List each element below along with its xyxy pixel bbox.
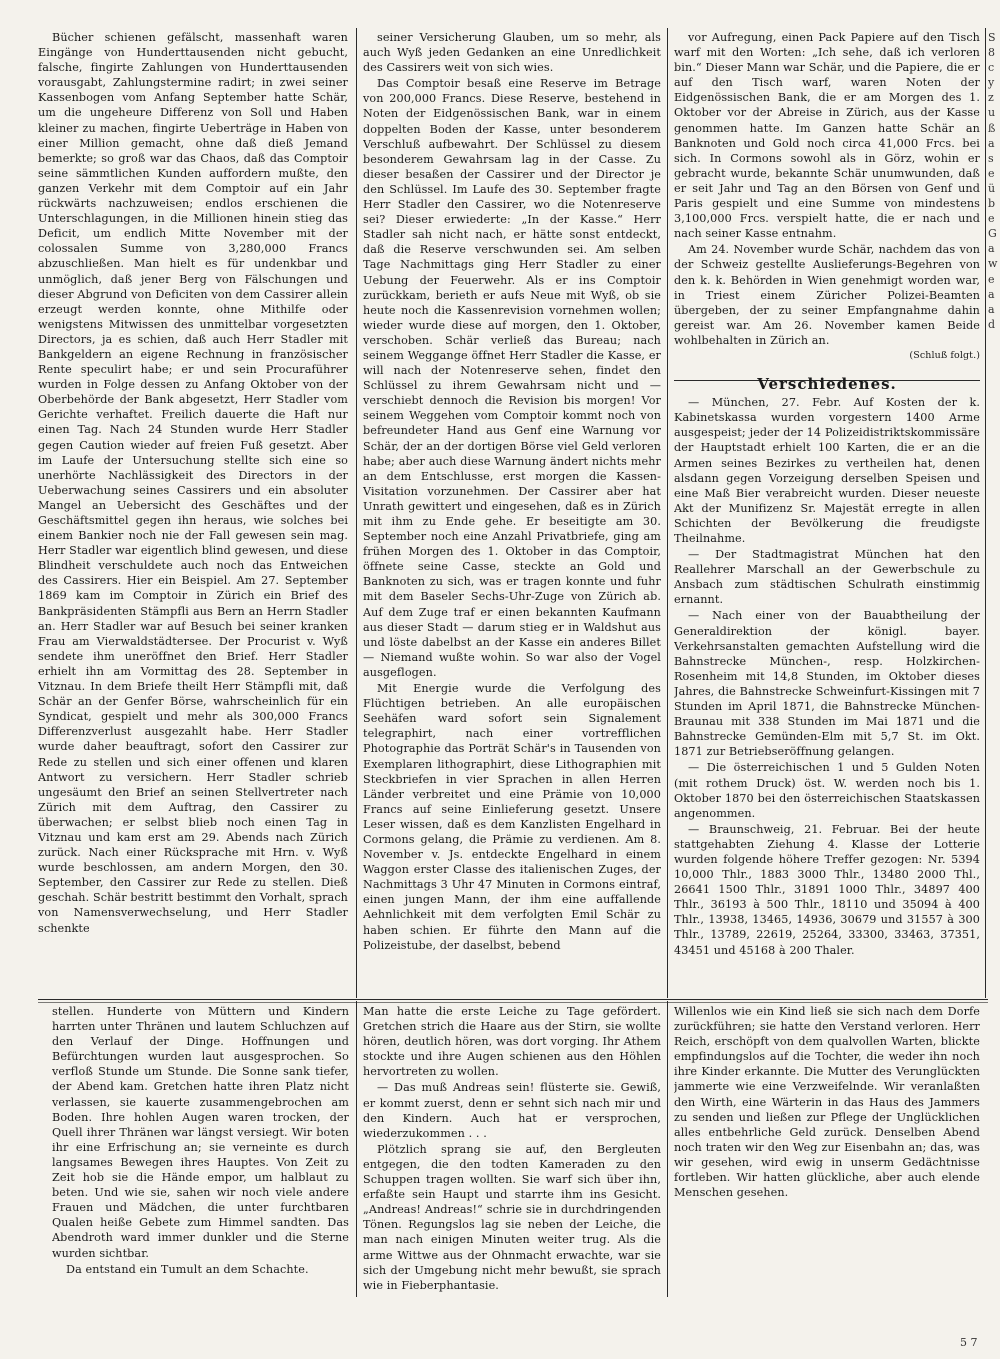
column-rule-right-bottom [667, 1001, 668, 1297]
feuilleton-paragraph: Da entstand ein Tumult an dem Schachte. [66, 1262, 309, 1276]
section-divider-second [38, 1002, 988, 1003]
edge-glyph: s [988, 151, 994, 165]
column-rule-left-bottom [356, 1001, 357, 1297]
column-rule-right-top [667, 28, 668, 998]
edge-glyph: e [988, 166, 995, 180]
edge-glyph: 8 [988, 46, 995, 60]
feuilleton-paragraph: Willenlos wie ein Kind ließ sie sich nach dem Dorfe zurückführen; sie hatte den Verstand verloren. Herr Reich, erschöpft von dem qualvollen Warten, blickte empfindungslos auf die Tochter, die weder ihn noch ihre Kinder erkannte. Die Mutter des Verunglückten jammerte wie eine Verzweifelnde. Wir veranlaßten den Wirth, eine Wärterin in das Haus des Jammers zu senden und ließen zur Pflege der Unglücklichen alles entbehrliche Geld zurück. Denselben Abend noch traten wir den Weg zur Eisenbahn an; das, was wir gesehen, wird ewig in unserm Gedächtnisse fortleben. Wir hatten glückliche, aber auch elende Menschen gesehen. [674, 1005, 980, 1200]
edge-glyph: y [988, 76, 995, 90]
feuilleton-paragraph: — Das muß Andreas sein! flüsterte sie. Gewiß, er kommt zuerst, denn er sehnt sich nach mir und den Kindern. Auch hat er versprochen, wiederzukommen . . . [363, 1081, 661, 1140]
edge-glyph: a [988, 242, 995, 256]
continuation-note: (Schluß folgt.) [909, 349, 980, 361]
edge-glyph: w [988, 257, 998, 271]
edge-glyph: e [988, 212, 995, 226]
cropped-edge-text [988, 30, 1000, 332]
page-edge-rule [985, 28, 986, 998]
edge-glyph: G [988, 227, 997, 241]
edge-glyph: ü [988, 181, 996, 195]
news-item: — Der Stadtmagistrat München hat den Reallehrer Marschall an der Gewerbschule zu Ansbach zum städtischen Schulrath einstimmig ernannt. [674, 548, 980, 607]
column-2-bottom [363, 1004, 661, 1296]
column-3-top [674, 30, 980, 996]
article-paragraph: Am 24. November wurde Schär, nachdem das von der Schweiz gestellte Auslieferungs-Begehren von den k. k. Behörden in Wien genehmigt worden war, in Triest einem Züricher Polizei-Beamten übergeben, der zu seiner Empfangnahme dahin gereist war. Am 26. November kamen Beide wohlbehalten in Zürich an. [674, 243, 980, 347]
article-paragraph: Mit Energie wurde die Verfolgung des Flüchtigen betrieben. An alle europäischen Seehäfen ward sofort sein Signalement telegraphirt, nach einer vortrefflichen Photographie das Porträt Schär's in Tausenden von Exemplaren lithographirt, diese Lithographien mit Steckbriefen in vier Sprachen in allen Herren Länder verbreitet und eine Prämie von 10,000 Francs auf seine Einlieferung gesetzt. Unsere Leser wissen, daß es dem Kanzlisten Engelhard in Cormons gelang, die Prämie zu verdienen. Am 8. November v. Js. entdeckte Engelhard in einem Waggon erster Classe des italienischen Zuges, der Nachmittags 3 Uhr 47 Minuten in Cormons eintraf, einen jungen Mann, der ihm eine auffallende Aehnlichkeit mit dem verfolgten Emil Schär zu haben schien. Er führte den Mann auf die Polizeistube, der daselbst, bebend [363, 682, 661, 952]
article-paragraph: Das Comptoir besaß eine Reserve im Betrage von 200,000 Francs. Diese Reserve, bestehend in Noten der Eidgenössischen Bank, war in einem doppelten Boden der Kasse, unter besonderem Verschluß aufbewahrt. Der Schlüssel zu diesem besonderem Gewahrsam lag in der Casse. Zu dieser besaßen der Cassirer und der Director je den Schlüssel. Im Laufe des 30. September fragte Herr Stadler den Cassirer, wo die Notenreserve sei? Dieser erwiederte: „In der Kasse.“ Herr Stadler sah nicht nach, er hätte sonst entdeckt, daß die Reserve verschwunden sei. Am selben Tage Nachmittags ging Herr Stadler zu einer Uebung der Feuerwehr. Als er ins Comptoir zurückkam, berieth er aufs Neue mit Wyß, ob sie heute noch die Kassenrevision vornehmen wollen; wieder wurde diese auf morgen, den 1. Oktober, verschoben. Schär verließ das Bureau; nach seinem Weggange öffnet Herr Stadler die Kasse, er will nach der Notenreserve sehen, findet den Schlüssel zu ihrem Gewahrsam nicht und — verschiebt dennoch die Revision bis morgen! Vor seinem Weggehen vom Comptoir kommt noch von befreundeter Hand aus Genf eine Warnung vor Schär, der an der dortigen Börse viel Geld verloren habe; aber auch diese Warnung ändert nichts mehr an dem Entschlusse, erst morgen die Kassen-Visitation vorzunehmen. Der Cassirer aber hat Unrath gewittert und eingesehen, daß es in Zürich mit ihm zu Ende gehe. Er beseitigte am 30. September noch eine Anzahl Privatbriefe, ging am frühen Morgen des 1. Oktober in das Comptoir, öffnete seine Casse, steckte an Gold und Banknoten zu sich, was er tragen konnte und fuhr mit dem Baseler Sechs-Uhr-Zuge von Zürich ab. Auf dem Zuge traf er einen bekannten Kaufmann aus dieser Stadt — darum stieg er in Waldshut aus und löste dabelbst an der Kasse ein anderes Billet — Niemand wußte wohin. So war also der Vogel ausgeflogen. [363, 77, 661, 679]
edge-glyph: a [988, 302, 995, 316]
feuilleton-paragraph: stellen. Hunderte von Müttern und Kindern harrten unter Thränen und lautem Schluchzen auf den Verlauf der Dinge. Hoffnungen und Befürchtungen wurden laut ausgesprochen. So verfloß Stunde um Stunde. Die Sonne sank tiefer, der Abend kam. Gretchen hatte ihren Platz nicht verlassen, sie kauerte zusammengebrochen am Boden. Ihre hohlen Augen waren trocken, der Quell ihrer Thränen war längst versiegt. Wir boten ihr eine Erfrischung an; sie verneinte es durch langsames Bewegen ihres Hauptes. Von Zeit zu Zeit hob sie die Hände empor, um halblaut zu beten. Und wie sie, sahen wir noch viele andere Frauen und Mädchen, die unter furchtbaren Qualen heiße Gebete zum Himmel sandten. Das Abendroth ward immer dunkler und die Sterne wurden sichtbar. [52, 1005, 349, 1260]
edge-glyph: a [988, 287, 995, 301]
column-1-bottom [52, 1004, 349, 1296]
corner-mark: 5 7 [960, 1336, 978, 1349]
feuilleton-paragraph: Man hatte die erste Leiche zu Tage gefördert. Gretchen strich die Haare aus der Stirn, sie wollte hören, deutlich hören, was dort vorging. Ihr Athem stockte und ihre Augen schienen aus den Höhlen hervortreten zu wollen. [363, 1005, 661, 1079]
article-paragraph: seiner Versicherung Glauben, um so mehr, als auch Wyß jeden Gedanken an eine Unredlichkeit des Cassirers weit von sich wies. [363, 31, 661, 75]
edge-glyph: b [988, 197, 996, 211]
column-2-top [363, 30, 661, 996]
section-heading: Verschiedenes. [757, 375, 897, 394]
edge-glyph: z [988, 91, 994, 105]
edge-glyph: c [988, 61, 995, 75]
article-paragraph: vor Aufregung, einen Pack Papiere auf den Tisch warf mit den Worten: „Ich sehe, daß ich verloren bin.“ Dieser Mann war Schär, und die Papiere, die er auf den Tisch warf, waren Noten der Eidgenössischen Bank, die er am Morgen des 1. Oktober vor der Abreise in Zürich, aus der Kasse genommen hatte. Im Ganzen hatte Schär an Banknoten und Gold noch circa 41,000 Frcs. bei sich. In Cormons sowohl als in Görz, wohin er gebracht wurde, bekannte Schär unumwunden, daß er seit Jahr und Tag an den Börsen von Genf und Paris gespielt und eine Summe von mindestens 3,100,000 Frcs. verspielt hatte, die er nach und nach seiner Kasse entnahm. [674, 31, 980, 241]
edge-glyph: a [988, 136, 995, 150]
article-paragraph: Bücher schienen gefälscht, massenhaft waren Eingänge von Hunderttausenden nicht gebucht, falsche, fingirte Zahlungen von Hunderttausenden vorausgabt, Zahlungstermine radirt; in zwei seiner Kassenbogen vom Anfang September hatte Schär, um die ungeheure Differenz von Soll und Haben kleiner zu machen, fingirte Ueberträge in Haben von einer Million gemacht, ohne daß dieß Jemand bemerkte; so groß war das Chaos, daß das Comptoir seine sämmtlichen Kunden auffordern mußte, den ganzen Verkehr mit dem Comptoir auf ein Jahr rückwärts nachzuweisen; endlos erschienen die Unterschlagungen, in die Millionen hinein stieg das Deficit, um endlich Mitte November mit der colossalen Summe von 3,280,000 Francs abzuschließen. Man hielt es für undenkbar und unmöglich, daß jener Berg von Fälschungen und dieser Abgrund von Deficiten von dem Cassirer allein erzeugt werden konnte, ohne Mithilfe oder wenigstens Mitwissen des unmittelbar vorgesetzten Directors, ja es schien, daß auch Herr Stadler mit Bankgeldern an eigene Rechnung in französischer Rente speculirt habe; er und sein Procuraführer wurden in Folge dessen zu Anfang Oktober von der Oberbehörde der Bank abgesetzt, Herr Stadler vom Gerichte verhaftet. Freilich dauerte die Haft nur einen Tag. Nach 24 Stunden wurde Herr Stadler gegen Caution wieder auf freien Fuß gesetzt. Aber im Laufe der Untersuchung stellte sich eine so unerhörte Nachlässigkeit des Directors in der Ueberwachung seines Cassirers und ein absoluter Mangel an Uebersicht des Geschäftes und der Geschäftsmittel gegen ihn heraus, wie solches bei einem Bankier noch nie der Fall gewesen sein mag. Herr Stadler war eigentlich blind gewesen, und diese Blindheit verschuldete auch noch das Entweichen des Cassirers. Hier ein Beispiel. Am 27. September 1869 kam im Comptoir in Zürich ein Brief des Bankpräsidenten Stämpfli aus Bern an Herrn Stadler an. Herr Stadler war auf Besuch bei seiner kranken Frau am Vierwaldstädtersee. Der Procurist v. Wyß sendete ihm uneröffnet den Brief. Herr Stadler erhielt ihn am Vormittag des 28. September in Vitznau. In dem Briefe theilt Herr Stämpfli mit, daß Schär an der Genfer Börse, wahrscheinlich für ein Syndicat, gespielt und mehr als 300,000 Francs Differenzverlust ausgezahlt habe. Herr Stadler wurde daher beauftragt, sofort den Cassirer zur Rede zu stellen und sich einer offenen und klaren Antwort zu versichern. Herr Stadler schrieb ungesäumt den Brief an seinen Stellvertreter nach Zürich mit dem Auftrag, den Cassirer zu überwachen; er selbst blieb noch einen Tag in Vitznau und kam erst am 29. Abends nach Zürich zurück. Nach einer Rücksprache mit Hrn. v. Wyß wurde beschlossen, am andern Morgen, den 30. September, den Cassirer zur Rede zu stellen. Dieß geschah. Schär bestritt bestimmt den Vorhalt, sprach von Namensverwechselung, und Herr Stadler schenkte [38, 31, 348, 935]
section-divider [38, 999, 988, 1000]
column-rule-left-top [356, 28, 357, 998]
edge-glyph: S [988, 31, 996, 44]
news-item: — Nach einer von der Bauabtheilung der Generaldirektion der königl. bayer. Verkehrsanstalten gemachten Aufstellung wird die Bahnstrecke München-, resp. Holzkirchen-Rosenheim mit 14,8 Stunden, im Oktober dieses Jahres, die Bahnstrecke Schweinfurt-Kissingen mit 7 Stunden im April 1871, die Bahnstrecke München-Braunau mit 338 Stunden im Mai 1871 und die Bahnstrecke Gemünden-Elm mit 5,7 St. im Okt. 1871 zur Betriebseröffnung gelangen. [674, 609, 980, 759]
news-item: — München, 27. Febr. Auf Kosten der k. Kabinetskassa wurden vorgestern 1400 Arme ausgespeist; jeder der 14 Polizeidistriktskommissäre der Hauptstadt erhielt 100 Karten, die er an die Armen seines Bezirkes zu vertheilen hat, denen alsdann gegen Vorzeigung derselben Speisen und eine Maß Bier verabreicht wurden. Dieser neueste Akt der Munifizenz Sr. Majestät erregte in allen Schichten der Bevölkerung die freudigste Theilnahme. [674, 396, 980, 545]
news-item: — Braunschweig, 21. Februar. Bei der heute stattgehabten Ziehung 4. Klasse der Lotterie wurden folgende höhere Treffer gezogen: Nr. 5394 10,000 Thlr., 1883 3000 Thlr., 13480 2000 Thl., 26641 1500 Thlr., 31891 1000 Thlr., 34897 400 Thlr., 36193 à 500 Thlr., 18110 und 35094 à 400 Thlr., 13938, 13465, 14936, 30679 und 31557 à 300 Thlr., 13789, 22619, 25264, 33300, 33463, 37351, 43451 und 45168 à 200 Thaler. [674, 822, 980, 957]
edge-glyph: u [988, 106, 996, 120]
feuilleton-paragraph: Plötzlich sprang sie auf, den Bergleuten entgegen, die den todten Kameraden zu den Schuppen tragen wollten. Sie warf sich über ihn, erfaßte sein Haupt und starrte ihm ins Gesicht. „Andreas! Andreas!“ schrie sie in durchdringenden Tönen. Regungslos lag sie neben der Leiche, die man nach einigen Minuten weiter trug. Als die arme Wittwe aus der Ohnmacht erwachte, war sie sich der Umgebung nicht mehr bewußt, sie sprach wie in Fieberphantasie. [363, 1142, 661, 1292]
edge-glyph: e [988, 272, 995, 286]
news-item: — Die österreichischen 1 und 5 Gulden Noten (mit rothem Druck) öst. W. werden noch bis 1. Oktober 1870 bei den österreichischen Staatskassen angenommen. [674, 761, 980, 820]
edge-glyph: d [988, 317, 996, 331]
edge-glyph: ß [988, 121, 996, 135]
column-1-top [38, 30, 348, 996]
column-3-bottom [674, 1004, 980, 1296]
